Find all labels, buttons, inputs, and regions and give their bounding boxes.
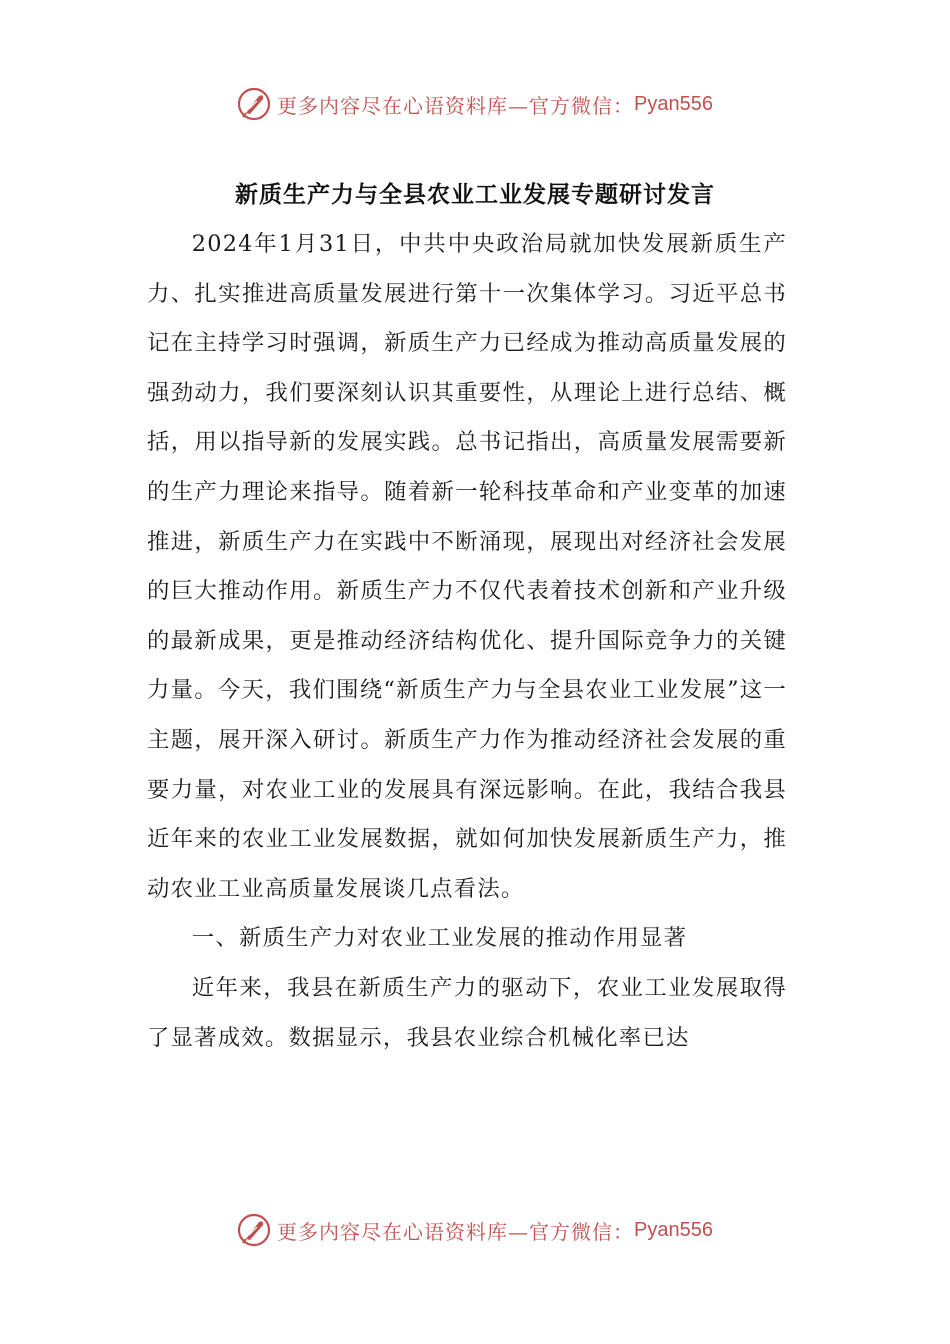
body-paragraph: 近年来，我县在新质生产力的驱动下，农业工业发展取得了显著成效。数据显示，我县农业综合机械化率已达 (147, 974, 787, 1051)
watermark-wechat-id: Pyan556 (634, 92, 713, 115)
watermark-wechat-id: Pyan556 (634, 1218, 713, 1241)
body-paragraph: 2024年1月31日，中共中央政治局就加快发展新质生产力、扎实推进高质量发展进行第十一次集体学习。习近平总书记在主持学习时强调，新质生产力已经成为推动高质量发展的强劲动力，我们要深刻认识其重要性，从理论上进行总结、概括，用以指导新的发展实践。总书记指出，高质量发展需要新的生产力理论来指导。随着新一轮科技革命和产业变革的加速推进，新质生产力在实践中不断涌现，展现出对经济社会发展的巨大推动作用。新质生产力不仅代表着技术创新和产业升级的最新成果，更是推动经济结构优化、提升国际竞争力的关键力量。今天，我们围绕“新质生产力与全县农业工业发展”这一主题，展开深入研讨。新质生产力作为推动经济社会发展的重要力量，对农业工业的发展具有深远影响。在此，我结合我县近年来的农业工业发展数据，就如何加快发展新质生产力，推动农业工业高质量发展谈几点看法。 (147, 231, 787, 902)
watermark-header (0, 84, 950, 124)
quill-pen-icon (237, 1213, 271, 1247)
watermark-brand: 更多内容尽在心语资料库— (277, 1219, 530, 1244)
watermark-brand: 更多内容尽在心语资料库— (277, 93, 530, 118)
section-heading: 一、新质生产力对农业工业发展的推动作用显著 (191, 925, 688, 952)
document-title: 新质生产力与全县农业工业发展专题研讨发言 (235, 181, 715, 208)
quill-pen-icon (237, 87, 271, 121)
document-body (147, 220, 787, 1063)
watermark-contact: 官方微信： (529, 1219, 635, 1244)
watermark-footer (0, 1210, 950, 1250)
watermark-contact: 官方微信： (529, 93, 635, 118)
